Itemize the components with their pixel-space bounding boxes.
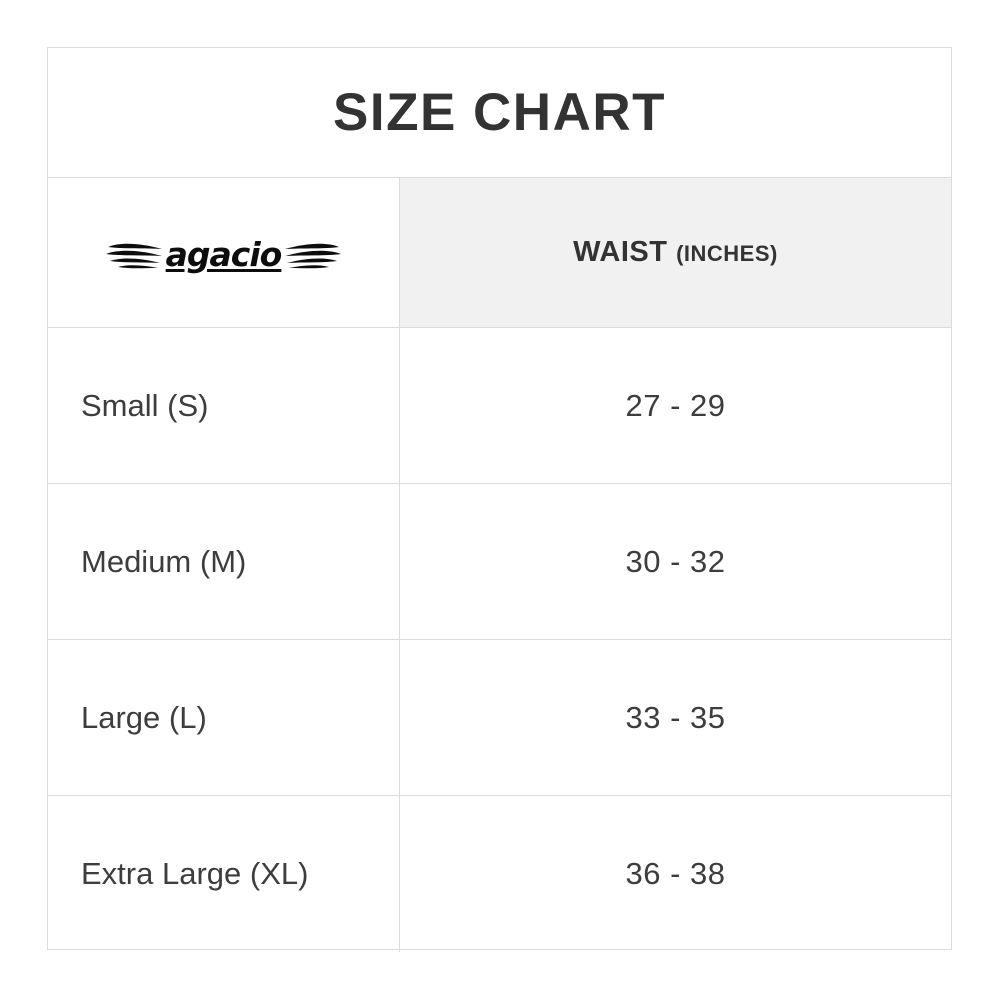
chart-title-row: [48, 48, 951, 178]
page-title: SIZE CHART: [333, 83, 666, 142]
table-row: [48, 328, 951, 484]
size-cell: [48, 328, 400, 483]
waist-value: 27 - 29: [625, 387, 726, 423]
waist-cell: [400, 640, 951, 795]
measurement-unit: (INCHES): [676, 241, 778, 266]
wing-left-icon: [106, 238, 164, 272]
table-row: [48, 640, 951, 796]
size-cell: [48, 640, 400, 795]
waist-cell: [400, 484, 951, 639]
waist-cell: [400, 796, 951, 952]
brand-name: agacio: [165, 235, 282, 274]
wing-right-icon: [283, 238, 341, 272]
size-cell: [48, 796, 400, 952]
size-label: Small (S): [81, 387, 209, 423]
waist-cell: [400, 328, 951, 483]
size-label: Extra Large (XL): [81, 856, 309, 891]
size-label: Medium (M): [81, 543, 247, 579]
waist-value: 30 - 32: [625, 543, 726, 579]
table-row: [48, 796, 951, 952]
agacio-logo: [106, 235, 342, 274]
size-cell: [48, 484, 400, 639]
size-chart-table: [47, 47, 952, 950]
measurement-name: WAIST: [573, 236, 668, 268]
brand-logo-cell: [48, 178, 400, 327]
waist-value: 36 - 38: [625, 856, 726, 891]
table-row: [48, 484, 951, 640]
measurement-header-label: [573, 236, 778, 269]
table-header-row: [48, 178, 951, 328]
size-label: Large (L): [81, 699, 207, 735]
measurement-header-cell: [400, 178, 951, 327]
waist-value: 33 - 35: [625, 699, 726, 735]
